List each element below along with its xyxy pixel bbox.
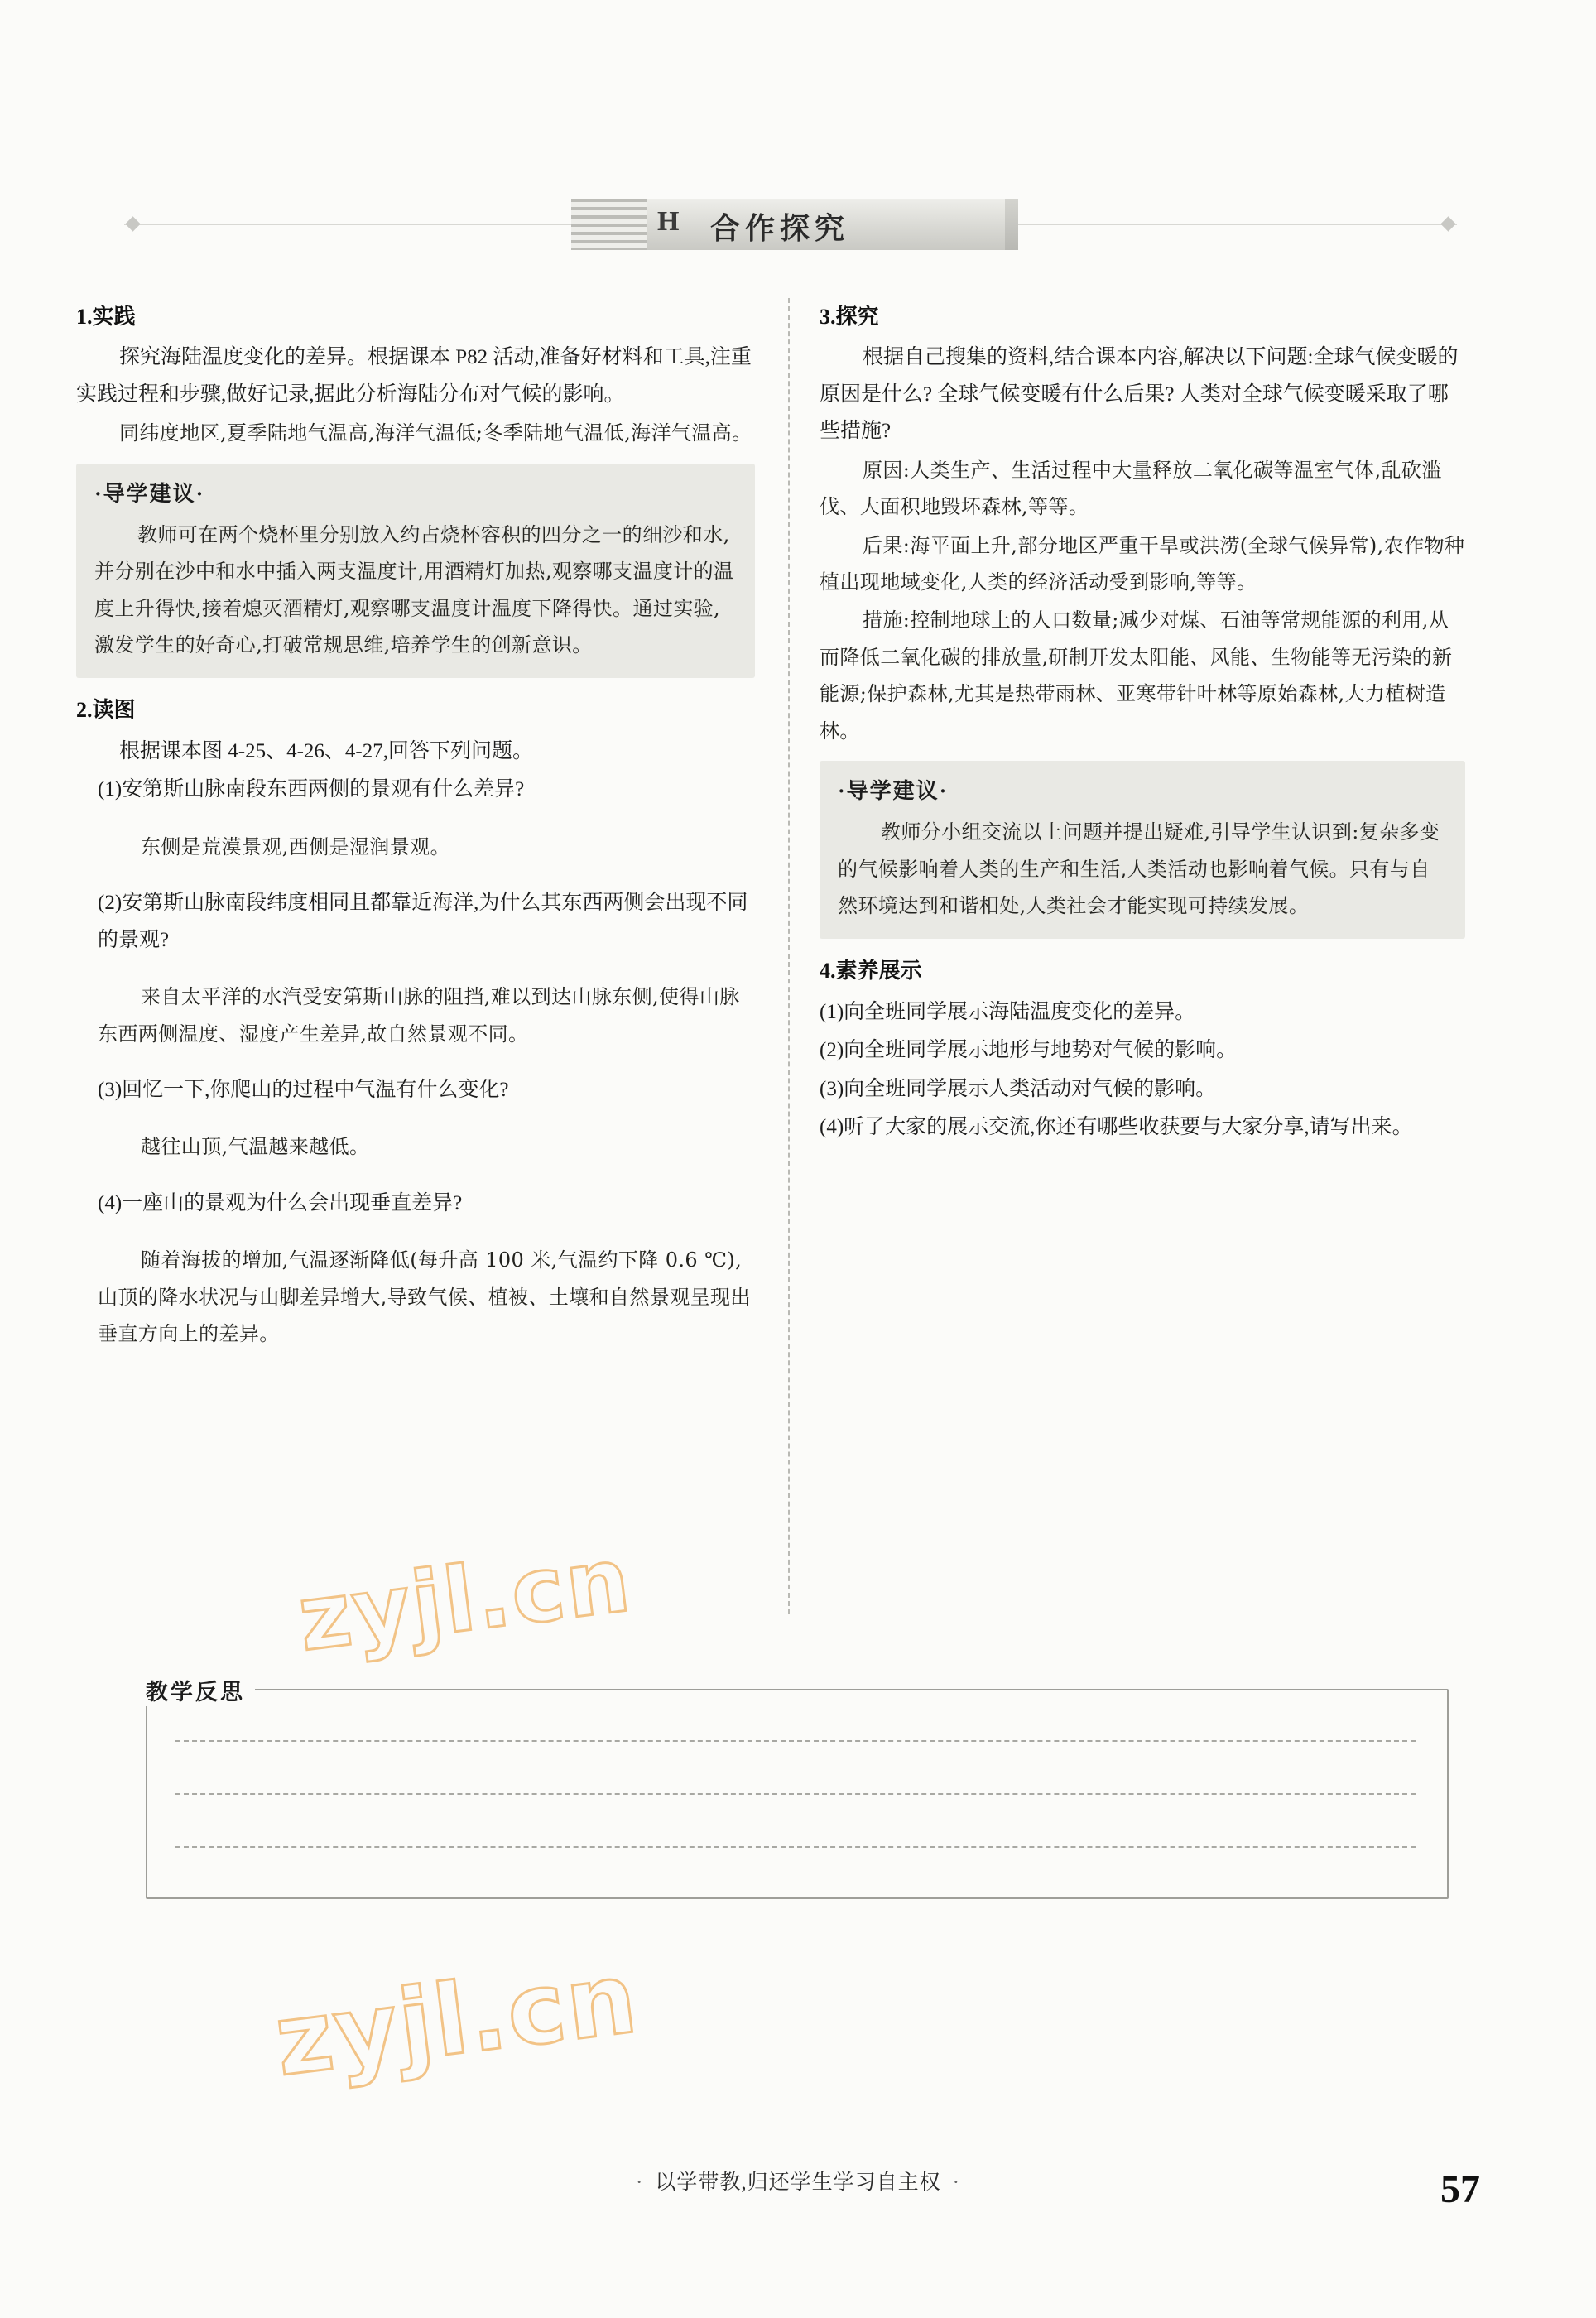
question-3: (3)回忆一下,你爬山的过程中气温有什么变化? [98, 1078, 509, 1101]
page-title: 合作探究 [710, 212, 850, 245]
inquiry-answer-measures: 措施:控制地球上的人口数量;减少对煤、石油等常规能源的利用,从而降低二氧化碳的排放量,研制开发太阳能、风能、生物能等无污染的新能源;保护森林,尤其是热带雨林、亚寒带针叶林等原始森林,大力植树造林。 [820, 608, 1453, 743]
guidance-heading: ·导学建议· [838, 778, 949, 803]
header-stripes-icon [571, 199, 647, 250]
header-end-bar [1005, 199, 1018, 250]
inquiry-answer-consequence: 后果:海平面上升,部分地区严重干旱或洪涝(全球气候异常),农作物种植出现地域变化,人类的经济活动受到影响,等等。 [820, 533, 1465, 594]
section-header [124, 199, 1457, 250]
right-column [820, 298, 1465, 1148]
page-footer [0, 2166, 1596, 2195]
section-title-literacy: 4.素养展示 [820, 959, 922, 983]
inquiry-paragraph: 根据自己搜集的资料,结合课本内容,解决以下问题:全球气候变暖的原因是什么? 全球气候变暖有什么后果? 人类对全球气候变暖采取了哪些措施? [820, 346, 1459, 443]
mapreading-lead: 根据课本图 4-25、4-26、4-27,回答下列问题。 [119, 739, 533, 762]
footer-text: 以学带教,归还学生学习自主权 [655, 2171, 941, 2194]
header-badge-letter: H [657, 206, 680, 237]
header-diamond-right-icon [1440, 216, 1455, 231]
reflection-write-line[interactable] [175, 1846, 1416, 1848]
reflection-label: 教学反思 [146, 1674, 255, 1706]
question-1: (1)安第斯山脉南段东西两侧的景观有什么差异? [98, 778, 525, 801]
watermark-upper: zyjl.cn [292, 1527, 637, 1672]
answer-2: 来自太平洋的水汽受安第斯山脉的阻挡,难以到达山脉东侧,使得山脉东西两侧温度、湿度产生差异,故自然景观不同。 [98, 985, 740, 1046]
section-title-practice: 1.实践 [76, 305, 136, 329]
page-number: 57 [1440, 2167, 1480, 2211]
watermark-lower: zyjl.cn [269, 1940, 645, 2099]
guidance-heading: ·导学建议· [94, 481, 205, 506]
question-2: (2)安第斯山脉南段纬度相同且都靠近海洋,为什么其东西两侧会出现不同的景观? [98, 892, 748, 951]
section-title-inquiry: 3.探究 [820, 305, 879, 329]
inquiry-answer-cause: 原因:人类生产、生活过程中大量释放二氧化碳等温室气体,乱砍滥伐、大面积地毁坏森林,等等。 [820, 458, 1442, 519]
section-title-mapreading: 2.读图 [76, 698, 136, 723]
header-diamond-left-icon [125, 216, 140, 231]
literacy-item-1: (1)向全班同学展示海陆温度变化的差异。 [820, 1000, 1196, 1023]
answer-3: 越往山顶,气温越来越低。 [141, 1135, 370, 1159]
reflection-write-line[interactable] [175, 1793, 1416, 1795]
reflection-write-line[interactable] [175, 1740, 1416, 1742]
question-4: (4)一座山的景观为什么会出现垂直差异? [98, 1191, 463, 1214]
literacy-item-3: (3)向全班同学展示人类活动对气候的影响。 [820, 1077, 1217, 1100]
left-column [76, 298, 755, 1372]
guidance-text: 教师分小组交流以上问题并提出疑难,引导学生认识到:复杂多变的气候影响着人类的生产和生活,人类活动也影响着气候。只有与自然环境达到和谐相处,人类社会才能实现可持续发展。 [838, 820, 1440, 917]
guidance-box-inquiry [820, 761, 1465, 939]
footer-dot-right-icon: · [952, 2171, 960, 2194]
literacy-item-4: (4)听了大家的展示交流,你还有哪些收获要与大家分享,请写出来。 [820, 1116, 1413, 1139]
literacy-item-2: (2)向全班同学展示地形与地势对气候的影响。 [820, 1039, 1238, 1062]
footer-dot-left-icon: · [636, 2171, 644, 2194]
teaching-reflection-box [146, 1680, 1445, 1896]
practice-answer: 同纬度地区,夏季陆地气温高,海洋气温低;冬季陆地气温低,海洋气温高。 [119, 421, 752, 445]
practice-paragraph: 探究海陆温度变化的差异。根据课本 P82 活动,准备好材料和工具,注重实践过程和步骤,做好记录,据此分析海陆分布对气候的影响。 [76, 346, 752, 406]
column-divider [788, 298, 790, 1614]
guidance-box-practice [76, 464, 755, 679]
guidance-text: 教师可在两个烧杯里分别放入约占烧杯容积的四分之一的细沙和水,并分别在沙中和水中插入两支温度计,用酒精灯加热,观察哪支温度计的温度上升得快,接着熄灭酒精灯,观察哪支温度计温度下降得快。通过实验,激发学生的好奇心,打破常规思维,培养学生的创新意识。 [94, 522, 734, 657]
answer-4: 随着海拔的增加,气温逐渐降低(每升高 100 米,气温约下降 0.6 ℃),山顶的降水状况与山脚差异增大,导致气候、植被、土壤和自然景观呈现出垂直方向上的差异。 [98, 1248, 751, 1346]
answer-1: 东侧是荒漠景观,西侧是湿润景观。 [141, 834, 451, 858]
header-banner [571, 199, 1018, 250]
